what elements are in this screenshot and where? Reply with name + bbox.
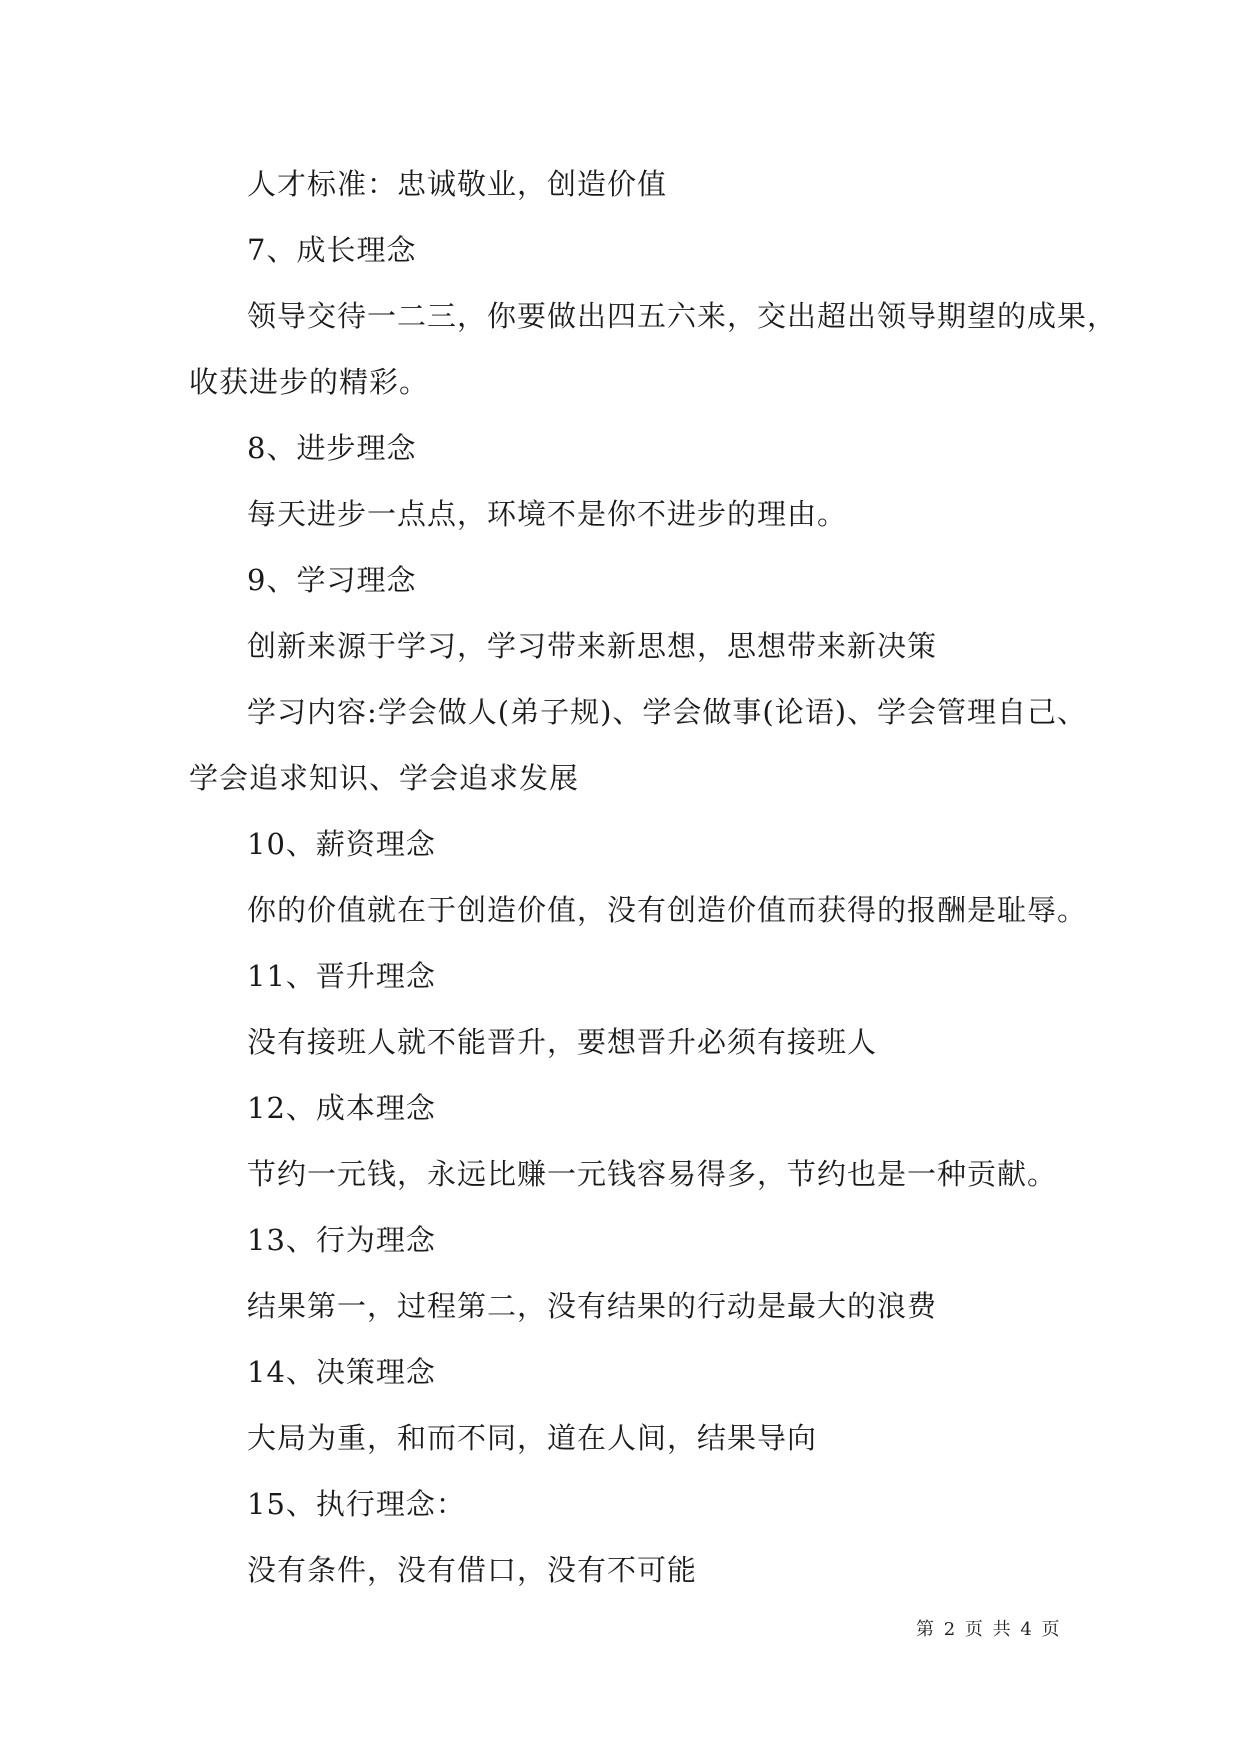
paragraph-progress: 每天进步一点点，环境不是你不进步的理由。 — [247, 497, 848, 531]
section-heading-decision: 14、决策理念 — [247, 1355, 436, 1389]
talent-standard-text: 人才标准：忠诚敬业，创造价值 — [247, 167, 668, 201]
paragraph-growth-line-1: 领导交待一二三，你要做出四五六来，交出超出领导期望的成果， — [247, 299, 1118, 333]
paragraph-execution: 没有条件，没有借口，没有不可能 — [247, 1553, 698, 1587]
paragraph-salary: 你的价值就在于创造价值，没有创造价值而获得的报酬是耻辱。 — [247, 893, 1088, 927]
page-number-footer: 第 2 页 共 4 页 — [916, 1619, 1062, 1640]
paragraph-behavior: 结果第一，过程第二，没有结果的行动是最大的浪费 — [247, 1289, 938, 1323]
paragraph-learning: 创新来源于学习，学习带来新思想，思想带来新决策 — [247, 629, 938, 663]
section-heading-learning: 9、学习理念 — [247, 563, 417, 597]
section-heading-execution: 15、执行理念： — [247, 1487, 466, 1521]
section-heading-cost: 12、成本理念 — [247, 1091, 436, 1125]
section-heading-behavior: 13、行为理念 — [247, 1223, 436, 1257]
paragraph-promotion: 没有接班人就不能晋升，要想晋升必须有接班人 — [247, 1025, 878, 1059]
paragraph-decision: 大局为重，和而不同，道在人间，结果导向 — [247, 1421, 818, 1455]
section-heading-growth: 7、成长理念 — [247, 233, 417, 267]
paragraph-growth-line-2: 收获进步的精彩。 — [189, 365, 430, 399]
paragraph-learning-content-line-2: 学会追求知识、学会追求发展 — [189, 761, 580, 795]
paragraph-cost: 节约一元钱，永远比赚一元钱容易得多，节约也是一种贡献。 — [247, 1157, 1058, 1191]
section-heading-salary: 10、薪资理念 — [247, 827, 436, 861]
section-heading-promotion: 11、晋升理念 — [247, 959, 436, 993]
paragraph-learning-content-line-1: 学习内容:学会做人(弟子规)、学会做事(论语)、学会管理自己、 — [247, 695, 1088, 729]
section-heading-progress: 8、进步理念 — [247, 431, 417, 465]
